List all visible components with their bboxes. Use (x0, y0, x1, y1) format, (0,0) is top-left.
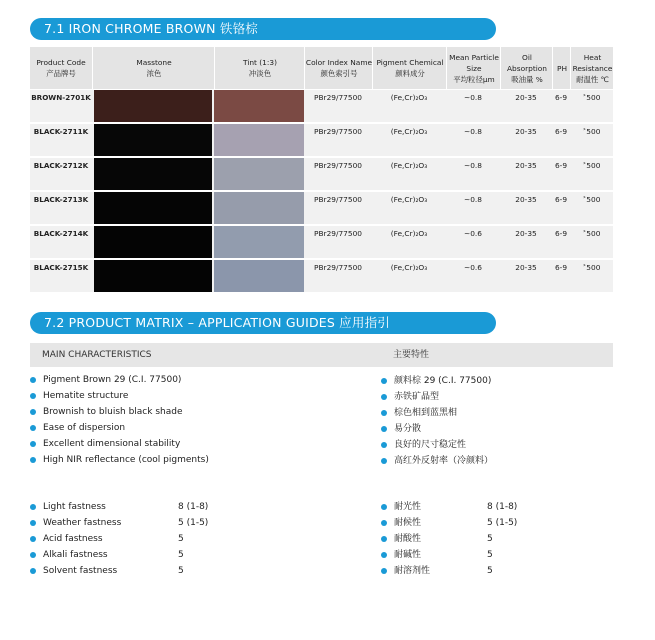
header-label-en: Product Code (36, 58, 86, 67)
bullet-label: Alkali fastness (43, 550, 108, 560)
masstone-swatch (94, 226, 212, 258)
oil-cell: 20-35 (515, 263, 537, 272)
header-label-en: Color Index Name (305, 58, 373, 67)
header-label-en: PH (556, 63, 567, 73)
masstone-swatch (94, 260, 212, 292)
size-cell: ~0.8 (464, 161, 482, 170)
size-cell: ~0.8 (464, 127, 482, 136)
bullet-label: 耐光性 (394, 502, 422, 512)
ph-cell: 6-9 (554, 161, 568, 170)
ph-cell: 6-9 (554, 195, 568, 204)
bullet-value: 5 (1-5) (487, 518, 518, 528)
bullet-item (381, 563, 611, 579)
section-title-product-matrix: 7.2 PRODUCT MATRIX – APPLICATION GUIDES 应用指引 (30, 312, 496, 334)
ci-cell: PBr29/77500 (314, 93, 362, 102)
bullet-dot-icon (30, 552, 36, 558)
table-row (30, 124, 613, 158)
header-label-en: Oil Absorption (506, 52, 547, 73)
bullet-item (381, 373, 611, 389)
header-label-zh: 颜色索引号 (320, 69, 358, 78)
bullet-item (30, 404, 260, 420)
header-label-en: Heat Resistance (572, 52, 613, 73)
tint-swatch (214, 124, 304, 156)
bullet-label: 耐酸性 (394, 534, 422, 544)
bullet-dot-icon (381, 458, 387, 464)
ph-cell: 6-9 (554, 263, 568, 272)
bullet-value: 5 (178, 566, 184, 576)
header-label-zh: 颜料成分 (395, 69, 425, 78)
bullet-item (30, 452, 260, 468)
ci-cell: PBr29/77500 (314, 127, 362, 136)
header-cell (214, 47, 305, 89)
table-header (30, 47, 613, 89)
bullet-item (30, 531, 260, 547)
bullet-label: 颜料棕 29 (C.I. 77500) (394, 376, 492, 386)
tint-swatch (214, 192, 304, 224)
bullet-item (381, 515, 611, 531)
chem-cell: (Fe,Cr)₂O₃ (390, 93, 428, 102)
bullet-dot-icon (30, 568, 36, 574)
tint-swatch (214, 226, 304, 258)
ci-cell: PBr29/77500 (314, 161, 362, 170)
size-cell: ~0.8 (464, 195, 482, 204)
oil-cell: 20-35 (515, 93, 537, 102)
bullet-label: Excellent dimensional stability (43, 439, 181, 449)
bullet-label: Hematite structure (43, 391, 129, 401)
table-row (30, 158, 613, 192)
bullet-value: 5 (1-5) (178, 518, 209, 528)
bullet-label: Ease of dispersion (43, 423, 126, 433)
table-row (30, 90, 613, 124)
bullet-value: 8 (1-8) (178, 502, 209, 512)
bullet-label: 赤铁矿晶型 (394, 392, 440, 402)
bullet-label: High NIR reflectance (cool pigments) (43, 455, 209, 465)
bullet-dot-icon (381, 410, 387, 416)
bullet-item (30, 420, 260, 436)
header-label-en: Tint (1:3) (243, 58, 277, 67)
header-cell (570, 47, 614, 89)
product-code: BLACK-2712K (33, 161, 89, 170)
bullet-dot-icon (381, 536, 387, 542)
bullet-value: 5 (178, 550, 184, 560)
bullet-value: 5 (487, 534, 493, 544)
product-code: BROWN-2701K (31, 93, 91, 102)
chem-cell: (Fe,Cr)₂O₃ (390, 127, 428, 136)
bullet-value: 8 (1-8) (487, 502, 518, 512)
ci-cell: PBr29/77500 (314, 263, 362, 272)
header-label-en: Pigment Chemical (376, 58, 444, 67)
section-title-iron-chrome-brown: 7.1 IRON CHROME BROWN 铁铬棕 (30, 18, 496, 40)
bullet-item (30, 563, 260, 579)
heat-cell: ˃500 (582, 229, 601, 238)
bullet-item (381, 453, 611, 469)
heat-cell: ˃500 (582, 127, 601, 136)
bullet-value: 5 (487, 550, 493, 560)
bullet-item (30, 388, 260, 404)
bullet-dot-icon (381, 504, 387, 510)
bullet-dot-icon (30, 425, 36, 431)
oil-cell: 20-35 (515, 161, 537, 170)
bullet-dot-icon (381, 442, 387, 448)
size-cell: ~0.8 (464, 93, 482, 102)
ci-cell: PBr29/77500 (314, 229, 362, 238)
header-cell (500, 47, 553, 89)
heat-cell: ˃500 (582, 263, 601, 272)
bullet-item (30, 436, 260, 452)
chem-cell: (Fe,Cr)₂O₃ (390, 263, 428, 272)
bullet-item (30, 372, 260, 388)
oil-cell: 20-35 (515, 127, 537, 136)
header-cell (92, 47, 215, 89)
bullet-dot-icon (30, 393, 36, 399)
bullet-dot-icon (30, 536, 36, 542)
bullet-label: 棕色相到蓝黑相 (394, 408, 458, 418)
chem-cell: (Fe,Cr)₂O₃ (390, 229, 428, 238)
characteristics-heading-en: MAIN CHARACTERISTICS (42, 350, 152, 360)
header-cell (372, 47, 447, 89)
bullet-dot-icon (381, 378, 387, 384)
bullet-label: Pigment Brown 29 (C.I. 77500) (43, 375, 182, 385)
oil-cell: 20-35 (515, 195, 537, 204)
bullet-item (30, 499, 260, 515)
bullet-dot-icon (381, 520, 387, 526)
product-code: BLACK-2715K (33, 263, 89, 272)
ph-cell: 6-9 (554, 127, 568, 136)
heat-cell: ˃500 (582, 161, 601, 170)
bullet-label: 耐候性 (394, 518, 422, 528)
bullet-item (381, 437, 611, 453)
tint-swatch (214, 260, 304, 292)
header-label-en: Mean Particle Size (449, 52, 499, 73)
ci-cell: PBr29/77500 (314, 195, 362, 204)
bullet-label: Solvent fastness (43, 566, 118, 576)
bullet-item (30, 515, 260, 531)
bullet-label: 耐碱性 (394, 550, 422, 560)
bullet-label: 高红外反射率（冷颜料） (394, 456, 494, 466)
characteristics-header (30, 343, 613, 367)
bullet-dot-icon (30, 457, 36, 463)
table-row (30, 192, 613, 226)
header-cell (446, 47, 501, 89)
bullet-item (30, 547, 260, 563)
bullet-value: 5 (487, 566, 493, 576)
header-cell (30, 47, 92, 89)
bullet-item (381, 531, 611, 547)
ph-cell: 6-9 (554, 93, 568, 102)
bullet-item (381, 547, 611, 563)
bullet-dot-icon (30, 409, 36, 415)
bullet-dot-icon (381, 568, 387, 574)
size-cell: ~0.6 (464, 229, 482, 238)
heat-cell: ˃500 (582, 93, 601, 102)
header-cell (304, 47, 373, 89)
bullet-label: Weather fastness (43, 518, 122, 528)
tint-swatch (214, 90, 304, 122)
bullet-label: Acid fastness (43, 534, 103, 544)
masstone-swatch (94, 158, 212, 190)
characteristics-heading-zh: 主要特性 (393, 350, 430, 360)
bullet-dot-icon (381, 552, 387, 558)
bullet-label: 耐溶剂性 (394, 566, 431, 576)
size-cell: ~0.6 (464, 263, 482, 272)
bullet-dot-icon (30, 504, 36, 510)
header-label-zh: 耐温性 ℃ (576, 74, 609, 84)
bullet-label: Light fastness (43, 502, 106, 512)
chem-cell: (Fe,Cr)₂O₃ (390, 195, 428, 204)
bullet-item (381, 389, 611, 405)
bullet-label: Brownish to bluish black shade (43, 407, 183, 417)
product-code: BLACK-2713K (33, 195, 89, 204)
bullet-dot-icon (30, 441, 36, 447)
table-row (30, 226, 613, 260)
bullet-dot-icon (381, 394, 387, 400)
header-label-en: Masstone (136, 58, 172, 67)
bullet-item (381, 421, 611, 437)
ph-cell: 6-9 (554, 229, 568, 238)
chem-cell: (Fe,Cr)₂O₃ (390, 161, 428, 170)
masstone-swatch (94, 124, 212, 156)
bullet-label: 良好的尺寸稳定性 (394, 440, 467, 450)
product-code: BLACK-2714K (33, 229, 89, 238)
oil-cell: 20-35 (515, 229, 537, 238)
heat-cell: ˃500 (582, 195, 601, 204)
bullet-item (381, 405, 611, 421)
header-label-zh: 冲淡色 (248, 69, 272, 78)
product-code: BLACK-2711K (33, 127, 89, 136)
bullet-dot-icon (30, 520, 36, 526)
bullet-label: 易分散 (394, 424, 422, 434)
header-label-zh: 浓色 (146, 69, 162, 78)
header-label-zh: 吸油量 % (511, 74, 543, 84)
tint-swatch (214, 158, 304, 190)
header-label-zh: 产品牌号 (46, 69, 76, 78)
bullet-dot-icon (381, 426, 387, 432)
masstone-swatch (94, 90, 212, 122)
header-label-zh: 平均粒径μm (453, 74, 495, 84)
bullet-item (381, 499, 611, 515)
table-row (30, 260, 613, 294)
bullet-value: 5 (178, 534, 184, 544)
bullet-dot-icon (30, 377, 36, 383)
header-cell (552, 47, 571, 89)
masstone-swatch (94, 192, 212, 224)
